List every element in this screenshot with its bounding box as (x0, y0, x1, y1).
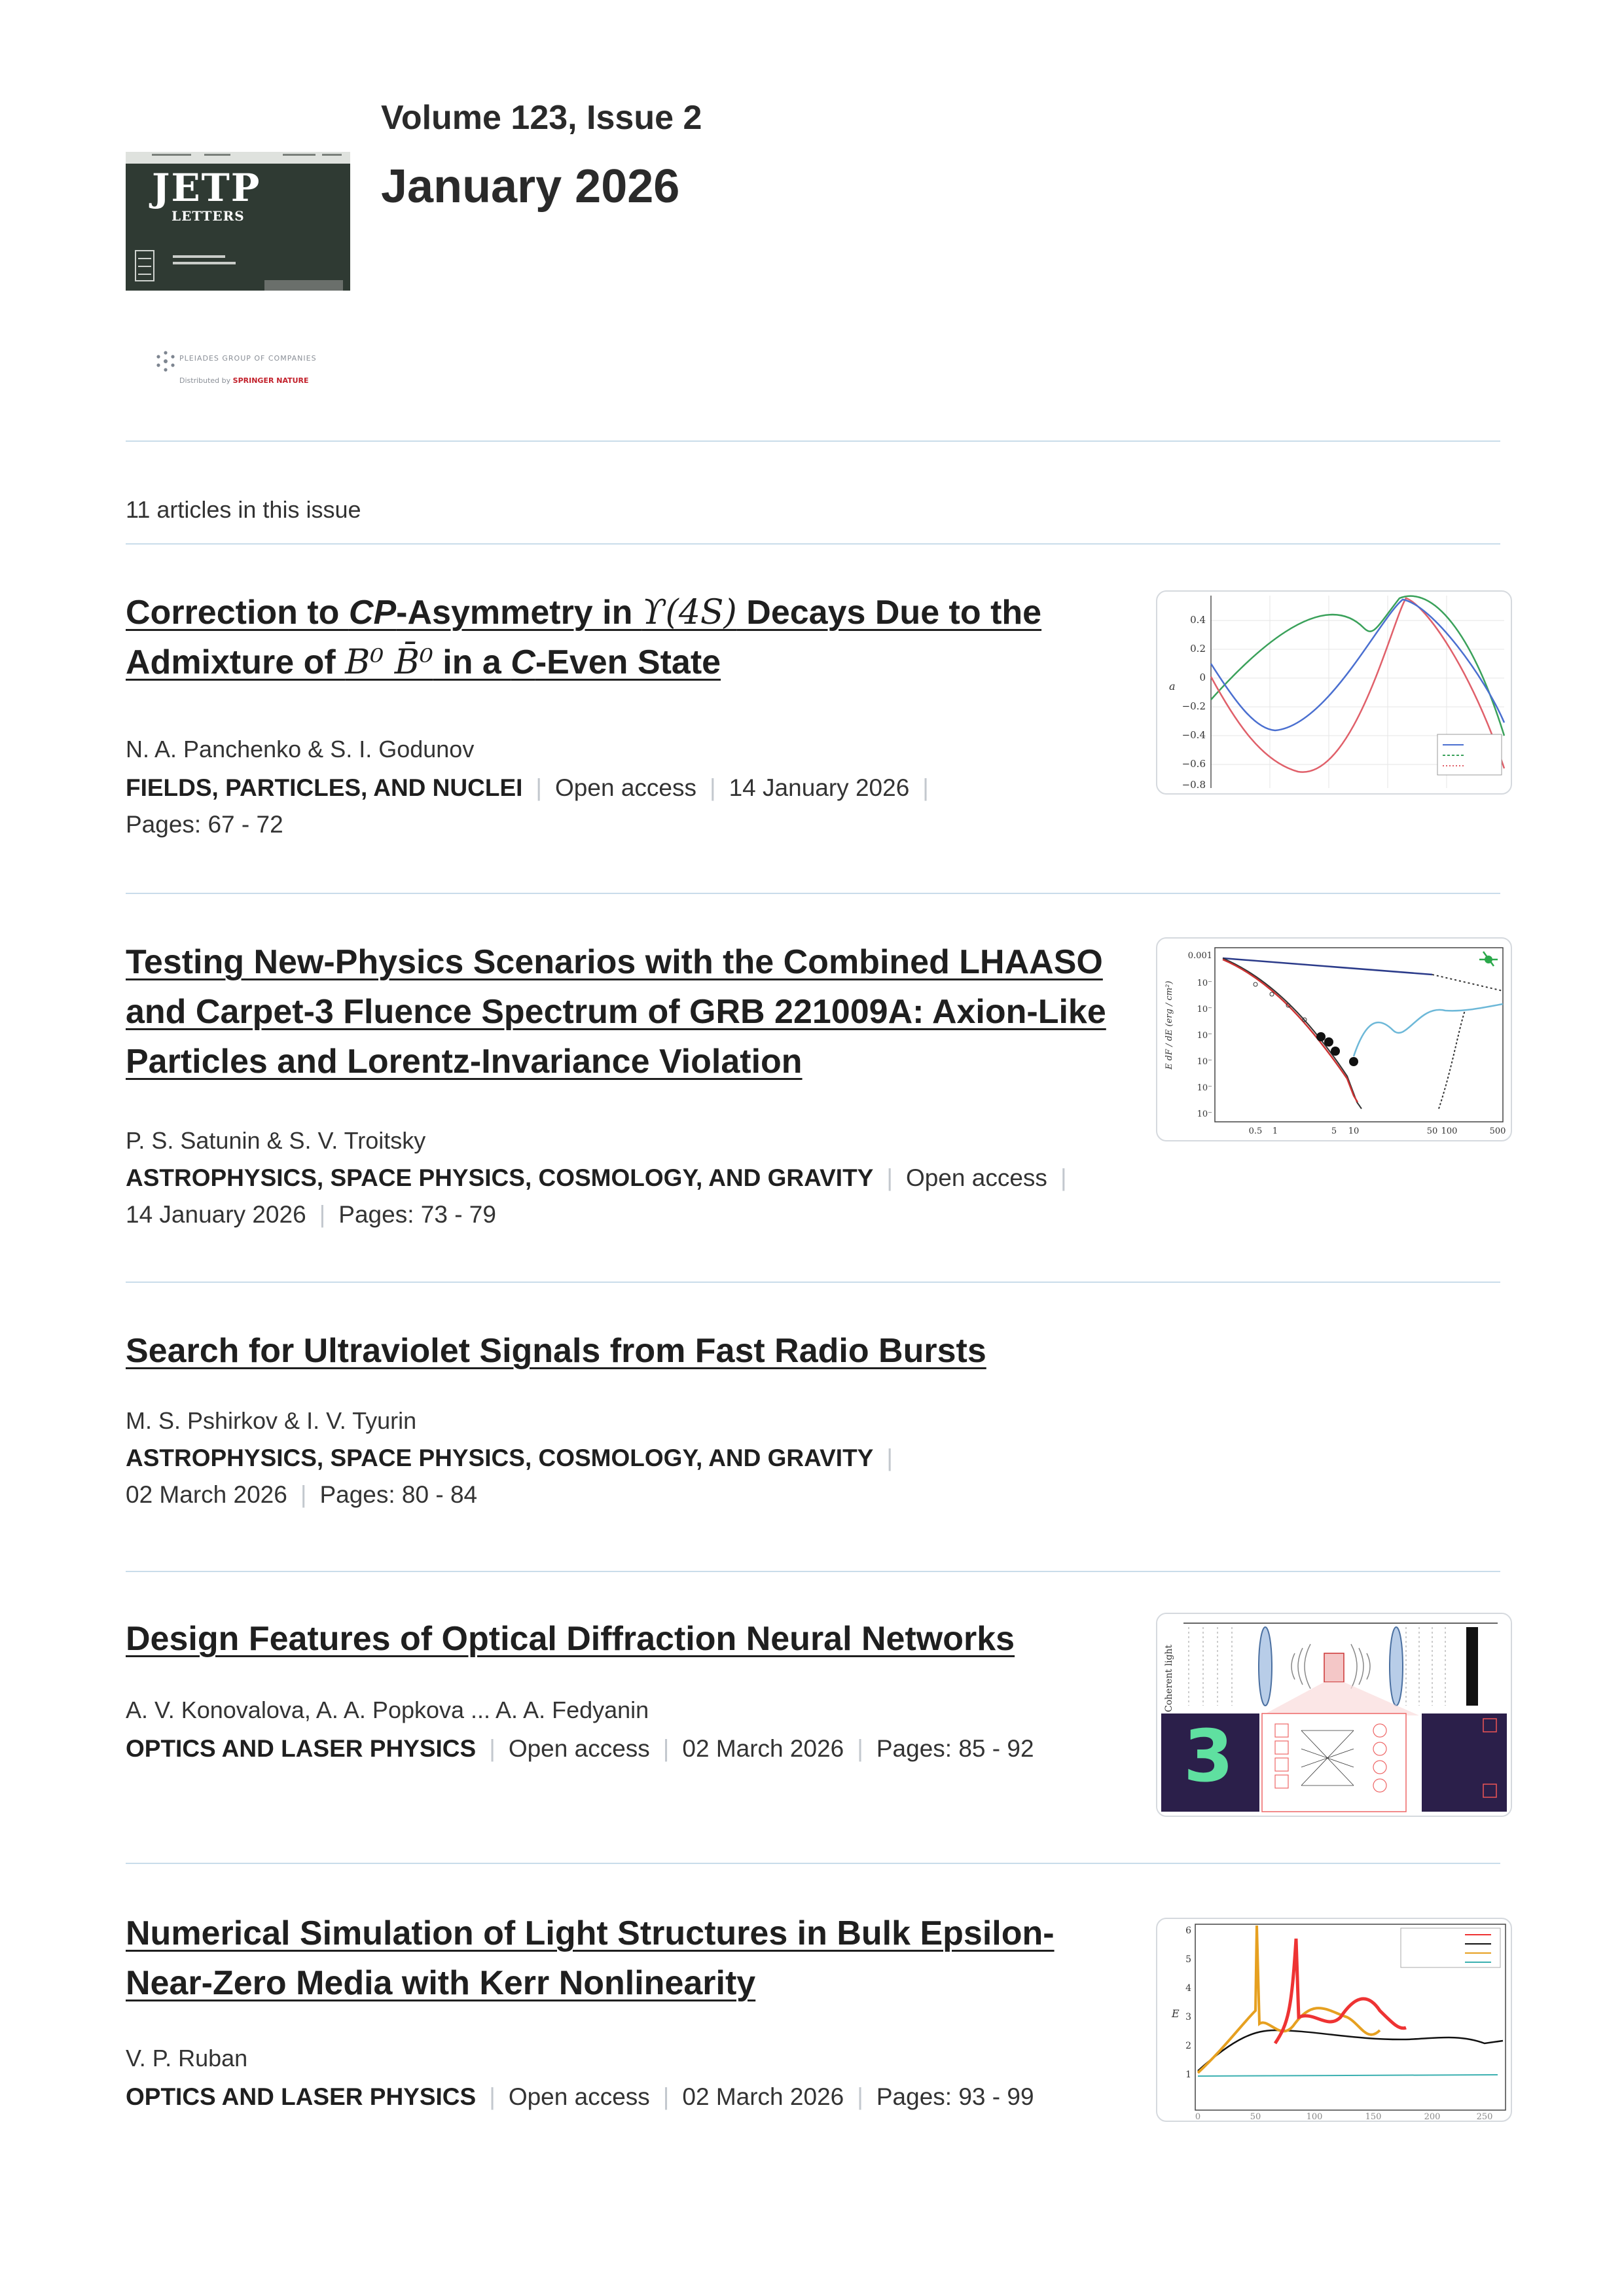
article-title-link[interactable]: Search for Ultraviolet Signals from Fast Radio Bursts (126, 1332, 986, 1370)
subject-link[interactable]: FIELDS, PARTICLES, AND NUCLEI (126, 774, 523, 801)
page-range: Pages: 85 - 92 (876, 1735, 1034, 1762)
article-authors: V. P. Ruban (126, 2045, 248, 2072)
simulation-plot-icon (1157, 1919, 1511, 2121)
svg-text:2: 2 (1185, 2041, 1191, 2051)
publish-date: 02 March 2026 (682, 1735, 844, 1762)
svg-text:0: 0 (1195, 2112, 1201, 2121)
svg-text:50: 50 (1426, 1126, 1438, 1136)
journal-cover-image[interactable] (126, 152, 350, 291)
page-range: Pages: 93 - 99 (876, 2083, 1034, 2110)
page-range: Pages: 67 - 72 (126, 811, 283, 838)
subject-link[interactable]: OPTICS AND LASER PHYSICS (126, 2083, 477, 2110)
article-count: 11 articles in this issue (126, 496, 361, 523)
svg-text:250: 250 (1476, 2112, 1493, 2121)
article-authors: A. V. Konovalova, A. A. Popkova ... A. A. Fedyanin (126, 1696, 649, 1723)
access-badge: Open access (508, 1735, 650, 1762)
article-title-link[interactable]: Correction to CP-Asymmetry in ϒ(4S) Decays Due to the Admixture of B⁰ B̄⁰ in a C-Even State (126, 593, 1042, 682)
svg-text:10⁻: 10⁻ (1197, 1057, 1212, 1067)
svg-text:−0.6: −0.6 (1182, 758, 1206, 770)
svg-text:1: 1 (1272, 1126, 1278, 1136)
svg-text:E dF / dE (erg / cm²): E dF / dE (erg / cm²) (1164, 980, 1174, 1069)
svg-text:E: E (1172, 2007, 1180, 2020)
article-title-link[interactable]: Design Features of Optical Diffraction Neural Networks (126, 1620, 1015, 1658)
svg-text:0.001: 0.001 (1187, 951, 1212, 961)
access-badge: Open access (555, 774, 696, 801)
article-authors: M. S. Pshirkov & I. V. Tyurin (126, 1407, 417, 1434)
article-title-link[interactable]: Testing New-Physics Scenarios with the Combined LHAASO and Carpet-3 Fluence Spectrum of GRB 221009A: Axion-Like Particles and Lorentz-Invariance Violation (126, 943, 1106, 1081)
svg-text:0.2: 0.2 (1190, 643, 1206, 655)
svg-text:3: 3 (1185, 2012, 1191, 2022)
volume-issue: Volume 123, Issue 2 (381, 99, 702, 137)
svg-text:10⁻: 10⁻ (1197, 1005, 1212, 1014)
diffraction-network-icon (1157, 1614, 1511, 1816)
page-range: Pages: 80 - 84 (319, 1481, 478, 1508)
article-thumbnail[interactable] (1156, 590, 1512, 795)
svg-text:1: 1 (1185, 2070, 1191, 2080)
cover-badge (135, 250, 154, 281)
svg-text:0: 0 (1199, 672, 1206, 683)
article-meta: ASTROPHYSICS, SPACE PHYSICS, COSMOLOGY, AND GRAVITY | 02 March 2026 | Pages: 80 - 84 (126, 1444, 893, 1508)
svg-text:3: 3 (1183, 1714, 1234, 1798)
fluence-spectrum-plot-icon (1157, 939, 1511, 1140)
publisher-name: PLEIADES GROUP OF COMPANIES (179, 354, 317, 363)
subject-link[interactable]: ASTROPHYSICS, SPACE PHYSICS, COSMOLOGY, AND GRAVITY (126, 1444, 874, 1471)
svg-text:5: 5 (1185, 1954, 1191, 1965)
page-range: Pages: 73 - 79 (338, 1201, 496, 1228)
article-meta: FIELDS, PARTICLES, AND NUCLEI | Open access | 14 January 2026 | Pages: 67 - 72 (126, 774, 929, 838)
svg-text:−0.4: −0.4 (1182, 729, 1206, 741)
svg-text:10⁻: 10⁻ (1197, 1031, 1212, 1041)
issue-date: January 2026 (381, 160, 680, 213)
distributor-line: Distributed by SPRINGER NATURE (179, 376, 309, 385)
subject-link[interactable]: ASTROPHYSICS, SPACE PHYSICS, COSMOLOGY, AND GRAVITY (126, 1164, 874, 1191)
divider (126, 440, 1500, 442)
article-title-link[interactable]: Numerical Simulation of Light Structures in Bulk Epsilon-Near-Zero Media with Kerr Nonlinearity (126, 1914, 1055, 2002)
svg-text:0.5: 0.5 (1248, 1126, 1263, 1136)
article-thumbnail[interactable] (1156, 937, 1512, 1141)
svg-text:150: 150 (1365, 2112, 1382, 2121)
publish-date: 14 January 2026 (126, 1201, 306, 1228)
article-meta: ASTROPHYSICS, SPACE PHYSICS, COSMOLOGY, AND GRAVITY | Open access | 14 January 2026 | Pages: 73 - 79 (126, 1164, 1067, 1228)
svg-text:500: 500 (1489, 1126, 1506, 1136)
article-authors: N. A. Panchenko & S. I. Godunov (126, 736, 475, 762)
publish-date: 14 January 2026 (729, 774, 910, 801)
divider (126, 1571, 1500, 1572)
svg-text:−0.8: −0.8 (1182, 779, 1206, 791)
svg-text:a: a (1169, 680, 1176, 692)
svg-text:0.4: 0.4 (1190, 614, 1206, 626)
access-badge: Open access (508, 2083, 650, 2110)
svg-text:6: 6 (1185, 1926, 1191, 1936)
cover-subtitle: LETTERS (171, 208, 245, 224)
svg-text:10⁻: 10⁻ (1197, 1083, 1212, 1093)
publish-date: 02 March 2026 (682, 2083, 844, 2110)
article-authors: P. S. Satunin & S. V. Troitsky (126, 1127, 426, 1154)
publisher-logo (154, 350, 351, 389)
svg-text:50: 50 (1250, 2112, 1261, 2121)
svg-text:5: 5 (1331, 1126, 1337, 1136)
svg-text:100: 100 (1441, 1126, 1458, 1136)
pleiades-star-icon (154, 350, 177, 372)
article-thumbnail[interactable] (1156, 1918, 1512, 2122)
cover-title: JETP (152, 166, 261, 210)
divider (126, 543, 1500, 545)
svg-text:200: 200 (1424, 2112, 1441, 2121)
article-meta: OPTICS AND LASER PHYSICS | Open access | 02 March 2026 | Pages: 93 - 99 (126, 2083, 1034, 2110)
svg-text:−0.2: −0.2 (1182, 700, 1206, 712)
article-thumbnail[interactable] (1156, 1613, 1512, 1817)
publish-date: 02 March 2026 (126, 1481, 287, 1508)
svg-text:100: 100 (1306, 2112, 1323, 2121)
svg-text:10⁻: 10⁻ (1197, 978, 1212, 988)
divider (126, 1863, 1500, 1864)
divider (126, 1282, 1500, 1283)
cp-asymmetry-plot-icon (1157, 592, 1511, 793)
svg-text:4: 4 (1185, 1983, 1191, 1994)
access-badge: Open access (905, 1164, 1047, 1191)
svg-text:10⁻: 10⁻ (1197, 1109, 1212, 1119)
svg-text:10: 10 (1348, 1126, 1360, 1136)
subject-link[interactable]: OPTICS AND LASER PHYSICS (126, 1735, 477, 1762)
article-meta: OPTICS AND LASER PHYSICS | Open access | 02 March 2026 | Pages: 85 - 92 (126, 1735, 1034, 1762)
divider (126, 893, 1500, 894)
svg-text:Coherent light: Coherent light (1164, 1644, 1174, 1712)
